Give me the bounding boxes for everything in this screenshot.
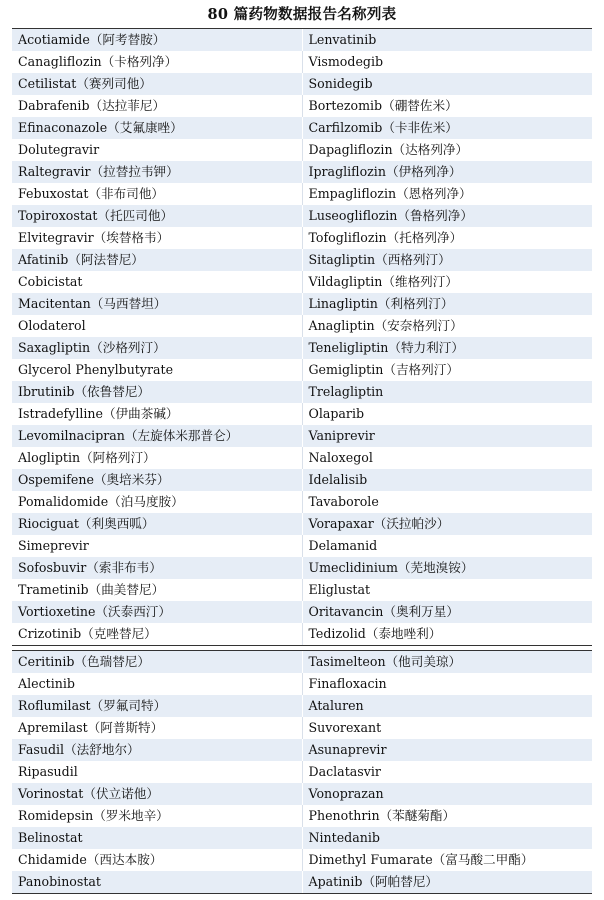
drug-name-cell-right: Vaniprevir [308,428,375,443]
table-row [12,871,592,893]
drug-name-cell-left: Alectinib [12,673,303,695]
drug-name-cell-right: Luseogliflozin（鲁格列净） [308,208,473,223]
drug-name-cell-right: Idelalisib [308,472,368,487]
drug-name-cell-right: Dapagliflozin（达格列净） [308,142,469,157]
drug-name-cell-left: Vorinostat（伏立诺他） [12,783,303,805]
drug-name-cell-left: Acotiamide（阿考替胺） [12,29,303,51]
table-row [12,73,592,95]
table-row [12,579,592,601]
drug-name-cell-left: Crizotinib（克唑替尼） [12,623,303,645]
table-row [12,535,592,557]
drug-name-cell-right: Daclatasvir [308,764,381,779]
table-row [12,117,592,139]
table-row [12,183,592,205]
table-row [12,403,592,425]
drug-name-cell-left: Pomalidomide（泊马度胺） [12,491,303,513]
drug-name-cell-left: Glycerol Phenylbutyrate [12,359,303,381]
drug-name-cell-right: Naloxegol [308,450,373,465]
drug-name-cell-left: Ospemifene（奥培米芬） [12,469,303,491]
drug-name-cell-left: Istradefylline（伊曲茶碱） [12,403,303,425]
drug-name-cell-right: Linagliptin（利格列汀） [308,296,454,311]
drug-name-cell-left: Saxagliptin（沙格列汀） [12,337,303,359]
table-row [12,381,592,403]
drug-name-cell-left: Romidepsin（罗米地辛） [12,805,303,827]
drug-table-part-1 [12,28,592,646]
table-row [12,717,592,739]
table-row [12,249,592,271]
drug-name-cell-left: Cetilistat（赛列司他） [12,73,303,95]
drug-name-cell-right: Phenothrin（苯醚菊酯） [308,808,456,823]
drug-name-cell-left: Alogliptin（阿格列汀） [12,447,303,469]
drug-name-cell-left: Febuxostat（非布司他） [12,183,303,205]
table-row [12,51,592,73]
table-row [12,469,592,491]
drug-name-cell-right: Finafloxacin [308,676,387,691]
drug-name-cell-left: Efinaconazole（艾氟康唑） [12,117,303,139]
table-row [12,761,592,783]
drug-name-cell-left: Roflumilast（罗氟司特） [12,695,303,717]
table-row [12,673,592,695]
drug-name-cell-right: Carfilzomib（卡非佐米） [308,120,458,135]
drug-name-cell-right: Sitagliptin（西格列汀） [308,252,451,267]
drug-name-cell-right: Asunaprevir [308,742,387,757]
drug-name-cell-right: Nintedanib [308,830,380,845]
table-row [12,227,592,249]
drug-name-cell-right: Dimethyl Fumarate（富马酸二甲酯） [308,852,534,867]
drug-name-cell-left: Raltegravir（拉替拉韦钾） [12,161,303,183]
drug-name-cell-left: Chidamide（西达本胺） [12,849,303,871]
drug-name-cell-right: Vonoprazan [308,786,384,801]
drug-name-cell-right: Lenvatinib [308,32,377,47]
drug-name-cell-left: Apremilast（阿普斯特） [12,717,303,739]
drug-table-part-2 [12,650,592,894]
table-row [12,601,592,623]
drug-name-cell-right: Ipragliflozin（伊格列净） [308,164,462,179]
table-row [12,315,592,337]
table-row [12,139,592,161]
drug-name-cell-left: Dabrafenib（达拉菲尼） [12,95,303,117]
drug-name-cell-left: Sofosbuvir（索非布韦） [12,557,303,579]
table-row [12,827,592,849]
drug-name-cell-left: Belinostat [12,827,303,849]
drug-name-cell-right: Sonidegib [308,76,373,91]
drug-name-cell-left: Canagliflozin（卡格列净） [12,51,303,73]
drug-name-cell-left: Fasudil（法舒地尔） [12,739,303,761]
drug-name-cell-right: Oritavancin（奥利万星） [308,604,459,619]
drug-name-cell-right: Tofogliflozin（托格列净） [308,230,463,245]
drug-name-cell-right: Umeclidinium（芜地溴铵） [308,560,474,575]
drug-name-cell-right: Tasimelteon（他司美琼） [308,654,462,669]
drug-name-cell-right: Vismodegib [308,54,384,69]
drug-name-cell-right: Delamanid [308,538,378,553]
drug-name-cell-right: Ataluren [308,698,364,713]
drug-name-cell-left: Ibrutinib（依鲁替尼） [12,381,303,403]
drug-name-cell-right: Trelagliptin [308,384,384,399]
table-row [12,805,592,827]
table-row [12,623,592,645]
drug-name-cell-left: Dolutegravir [12,139,303,161]
table-row [12,651,592,673]
drug-name-cell-right: Olaparib [308,406,365,421]
table-row [12,739,592,761]
table-row [12,161,592,183]
drug-name-cell-left: Panobinostat [12,871,303,893]
table-row [12,447,592,469]
drug-name-cell-left: Trametinib（曲美替尼） [12,579,303,601]
table-row [12,849,592,871]
drug-name-cell-left: Olodaterol [12,315,303,337]
drug-name-cell-right: Suvorexant [308,720,382,735]
drug-name-cell-right: Gemigliptin（吉格列汀） [308,362,459,377]
table-row [12,425,592,447]
drug-name-cell-left: Macitentan（马西替坦） [12,293,303,315]
table-row [12,205,592,227]
drug-name-cell-left: Riociguat（利奥西呱） [12,513,303,535]
table-row [12,271,592,293]
table-row [12,95,592,117]
drug-name-cell-left: Afatinib（阿法替尼） [12,249,303,271]
drug-name-cell-right: Apatinib（阿帕替尼） [308,874,439,889]
drug-name-cell-left: Simeprevir [12,535,303,557]
drug-name-cell-left: Cobicistat [12,271,303,293]
drug-name-cell-right: Vorapaxar（沃拉帕沙） [308,516,450,531]
drug-name-cell-left: Topiroxostat（托匹司他） [12,205,303,227]
table-row [12,293,592,315]
table-row [12,513,592,535]
table-row [12,783,592,805]
table-row [12,29,592,51]
drug-name-cell-left: Ripasudil [12,761,303,783]
table-row [12,337,592,359]
drug-name-cell-right: Bortezomib（硼替佐米） [308,98,458,113]
table-row [12,359,592,381]
drug-name-cell-right: Tedizolid（泰地唑利） [308,626,442,641]
drug-name-cell-right: Anagliptin（安奈格列汀） [308,318,463,333]
drug-name-cell-right: Tavaborole [308,494,379,509]
drug-name-cell-right: Teneligliptin（特力利汀） [308,340,464,355]
drug-name-cell-right: Empagliflozin（恩格列净） [308,186,472,201]
table-row [12,491,592,513]
table-row [12,695,592,717]
drug-name-cell-left: Ceritinib（色瑞替尼） [12,651,303,673]
table-title: 80 篇药物数据报告名称列表 [207,6,397,23]
drug-name-cell-left: Elvitegravir（埃替格韦） [12,227,303,249]
table-row [12,557,592,579]
drug-name-cell-left: Vortioxetine（沃泰西汀） [12,601,303,623]
drug-name-cell-right: Vildagliptin（维格列汀） [308,274,458,289]
drug-name-cell-right: Eliglustat [308,582,371,597]
drug-name-cell-left: Levomilnacipran（左旋体米那普仑） [12,425,303,447]
